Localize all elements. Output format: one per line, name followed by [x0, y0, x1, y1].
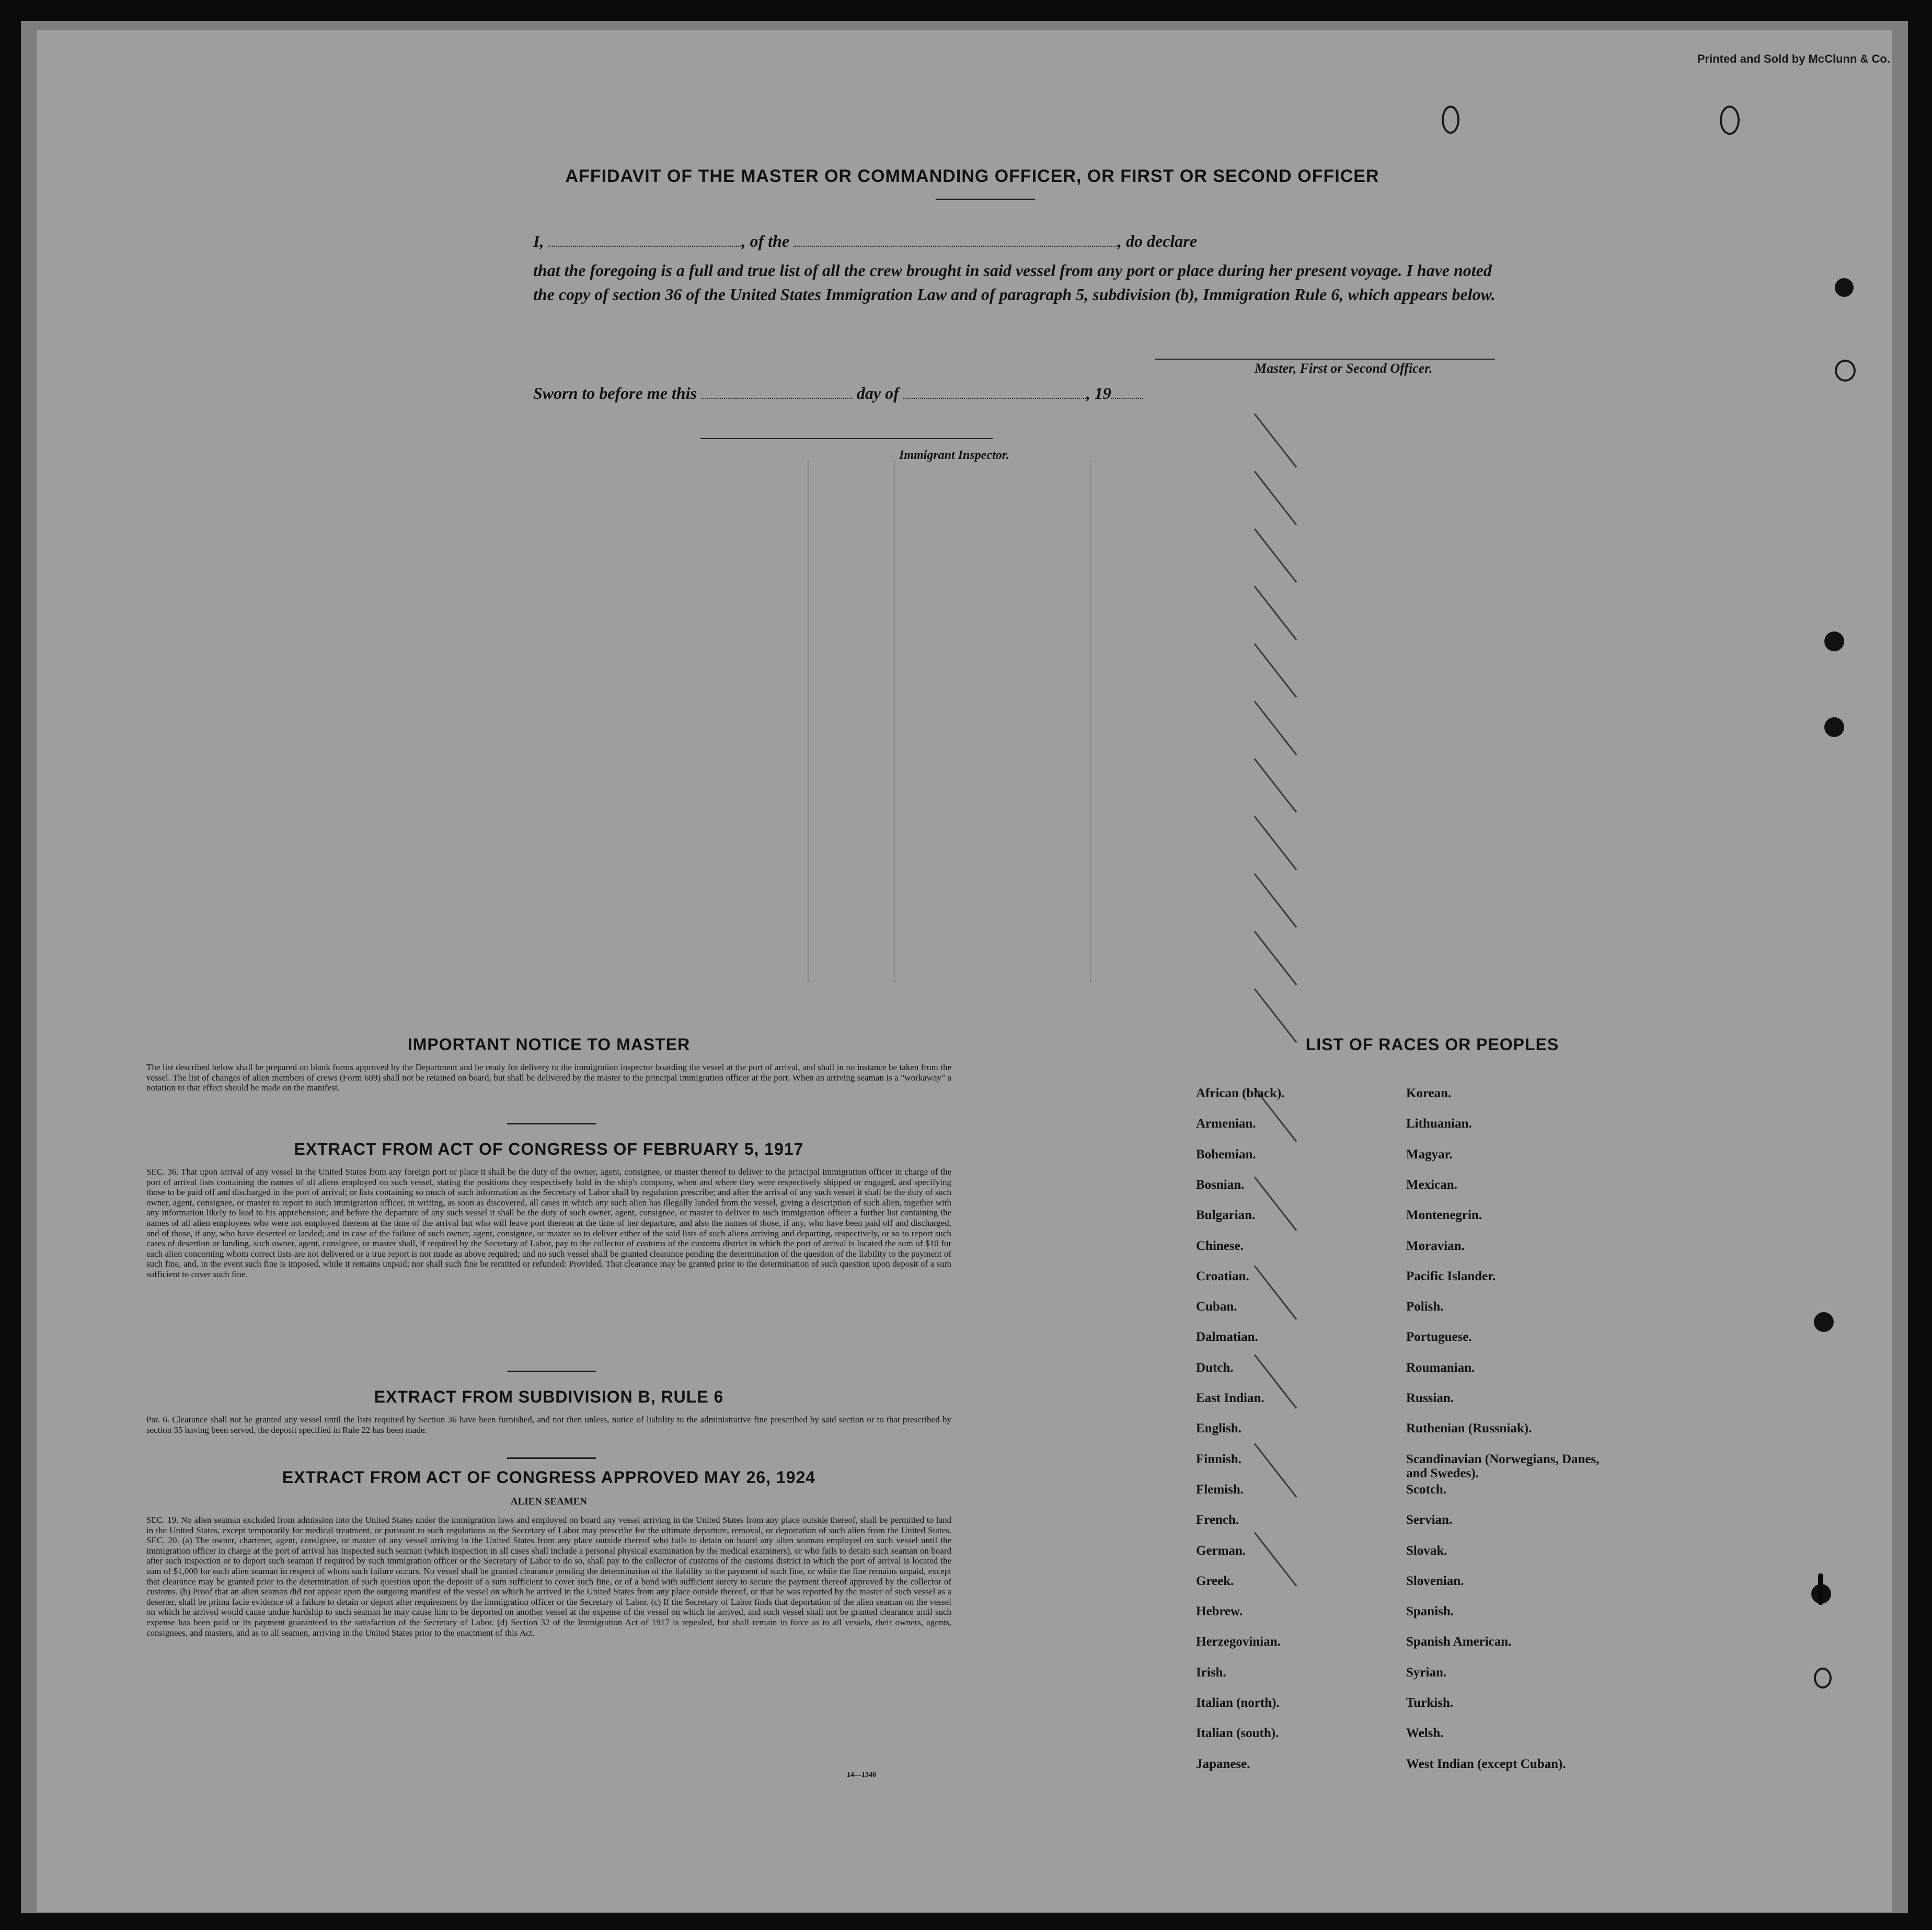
race-item: Croatian.: [1196, 1269, 1249, 1283]
sworn-line: [533, 384, 1143, 403]
bleed-through-line: [1090, 460, 1091, 983]
declaration-do-declare: , do declare: [1118, 232, 1197, 250]
race-item: Welsh.: [1406, 1726, 1444, 1741]
extract-rule6-title: EXTRACT FROM SUBDIVISION B, RULE 6: [374, 1387, 724, 1406]
race-item: Lithuanian.: [1406, 1117, 1472, 1131]
race-item: Polish.: [1406, 1300, 1444, 1314]
race-item: Chinese.: [1196, 1238, 1244, 1253]
race-item: French.: [1196, 1513, 1239, 1527]
race-item: Scotch.: [1406, 1482, 1447, 1497]
ring-hole-icon: [1835, 360, 1856, 382]
race-item: Syrian.: [1406, 1665, 1447, 1680]
race-item: Flemish.: [1196, 1482, 1244, 1497]
printer-mark: Printed and Sold by McClunn & Co.: [1697, 52, 1890, 65]
race-item: Greek.: [1196, 1573, 1234, 1588]
race-item: Roumanian.: [1406, 1360, 1475, 1375]
race-item: Armenian.: [1196, 1117, 1256, 1131]
notice-title: IMPORTANT NOTICE TO MASTER: [407, 1035, 691, 1054]
form-number: 14—1340: [847, 1771, 876, 1779]
affidavit-declaration: [533, 229, 1500, 306]
race-item: Servian.: [1406, 1513, 1453, 1527]
declaration-text: that the foregoing is a full and true list of all the crew brought in said vessel from any port or place during her present voyage. I have noted the copy of section 36 of the United States Immigration Law and of paragraph 5, subdivision (b), Immigration Rule 6, which appears below.: [533, 261, 1496, 304]
declaration-i: I,: [533, 232, 544, 250]
bleed-through-line: [808, 460, 809, 983]
race-item: African (black).: [1196, 1086, 1285, 1100]
section-rule: [507, 1123, 596, 1124]
signature-line: [1155, 359, 1495, 360]
race-item: Bosnian.: [1196, 1177, 1245, 1192]
punch-hole-icon: [1824, 717, 1844, 737]
punch-hole-icon: [1835, 278, 1854, 297]
sworn-text: Sworn to before me this: [533, 384, 697, 403]
race-item: Italian (south).: [1196, 1726, 1279, 1741]
signature-label: Master, First or Second Officer.: [1255, 361, 1433, 376]
section-rule: [507, 1457, 596, 1459]
race-item: Moravian.: [1406, 1238, 1465, 1253]
race-item: Pacific Islander.: [1406, 1269, 1496, 1283]
race-item: Dalmatian.: [1196, 1330, 1258, 1345]
year-prefix: , 19: [1086, 384, 1111, 403]
title-rule: [936, 199, 1035, 200]
race-item: West Indian (except Cuban).: [1406, 1756, 1566, 1771]
ring-hole-icon: [1442, 106, 1459, 134]
vessel-blank: [794, 246, 1118, 247]
race-item: Dutch.: [1196, 1360, 1234, 1375]
race-item: Spanish American.: [1406, 1635, 1512, 1649]
year-blank: [1111, 398, 1143, 399]
race-item: Japanese.: [1196, 1756, 1250, 1771]
race-item: Slovak.: [1406, 1543, 1447, 1558]
race-item: Scandinavian (Norwegians, Danes, and Swedes).: [1406, 1452, 1600, 1480]
extract-1924-text: SEC. 19. No alien seaman excluded from admission into the United States under the immigration laws and employed on board any vessel arriving in the United States from any place outside thereof, shall be permitted to land in the United States, except temporarily for medical treatment, or pursuant to such regulations as the Secretary of Labor may prescribe for the ultimate departure, removal, or deportation of such alien from the United States. SEC. 20. (a) The owner, charterer, agent, consignee, or master of any vessel arriving in the United States from any place outside thereof who fails to detain on board any alien seaman employed on such vessel until the immigration officer in charge at the port of arrival has inspected such seaman (which inspection in all cases shall include a personal physical examination by the medical examiners), or who fails to detain such seaman on board after such inspection or to deport such seaman if required by such immigration officer or the Secretary of Labor to do so, shall pay to the collector of customs of the customs district in which the port of arrival is located the sum of $1,000 for each alien seaman in respect of whom such failure occurs. No vessel shall be granted clearance pending the determination of the liability to the payment of such fine, or while the fine remains unpaid, except that clearance may be granted prior to the determination of such question upon the deposit of a sum sufficient to cover such fine, or of a bond with sufficient surety to secure the payment thereof approved by the collector of customs. (b) Proof that an alien seaman did not appear upon the outgoing manifest of the vessel on which he arrived in the United States from any place outside thereof, or that he was reported by the master of such vessel as a deserter, shall be prima facie evidence of a failure to detain or deport after requirement by the immigration officer or the Secretary of Labor. (c) If the Secretary of Labor finds that deportation of the alien seaman on the vessel on which he arrived would cause undue hardship to such seaman he may cause him to be deported on another vessel at the expense of the vessel on which he arrived, and such vessel shall not be granted clearance until such expense has been paid or its payment guaranteed to the satisfaction of the Secretary of Labor. (d) Section 32 of the Immigration Act of 1917 is repealed, but shall remain in force as to all vessels, their owners, agents, consignees, and masters, and as to all seamen, arriving in the United States prior to the enactment of this Act.: [146, 1515, 951, 1638]
punch-hole-icon: [1814, 1312, 1834, 1332]
inspector-line: [700, 438, 993, 439]
race-item: Slovenian.: [1406, 1573, 1464, 1588]
notice-text: The list described below shall be prepared on blank forms approved by the Department and be ready for delivery to the immigration inspector boarding the vessel at the port of arrival, and shall in no instance be taken from the vessel. The list of changes of alien members of crews (Form 689) shall not be retained on board, but shall be delivered by the master to the principal immigration officer at the port. When an arriving seaman is a "workaway" a notation to that effect should be made on the manifest.: [146, 1062, 951, 1093]
declaration-of-the: , of the: [741, 232, 789, 250]
race-item: Italian (north).: [1196, 1696, 1280, 1710]
month-blank: [903, 398, 1086, 399]
race-item: Turkish.: [1406, 1696, 1454, 1710]
declaration-line: [533, 229, 1500, 253]
race-item: German.: [1196, 1543, 1246, 1558]
bleed-through-line: [894, 460, 895, 983]
races-title: LIST OF RACES OR PEOPLES: [1305, 1035, 1559, 1054]
ring-hole-icon: [1720, 106, 1740, 135]
race-item: Mexican.: [1406, 1177, 1457, 1192]
ring-hole-icon: [1814, 1668, 1832, 1688]
race-item: Irish.: [1196, 1665, 1226, 1680]
extract-rule6-text: Par. 6. Clearance shall not be granted any vessel until the lists required by Section 36 have been furnished, and not then unless, notice of liability to the administrative fine prescribed by said section or to that prescribed by section 35 having been served, the deposit specified in Rule 22 has been made.: [146, 1415, 951, 1435]
punch-hole-icon: [1818, 1573, 1823, 1605]
extract-1917-title: EXTRACT FROM ACT OF CONGRESS OF FEBRUARY 5, 1917: [294, 1140, 804, 1158]
race-item: Korean.: [1406, 1086, 1452, 1100]
race-item: Ruthenian (Russniak).: [1406, 1421, 1532, 1436]
race-item: Cuban.: [1196, 1300, 1237, 1314]
race-item: Bohemian.: [1196, 1147, 1256, 1162]
race-item: Magyar.: [1406, 1147, 1453, 1162]
race-item: English.: [1196, 1421, 1241, 1436]
race-item: Montenegrin.: [1406, 1208, 1482, 1223]
inspector-label: Immigrant Inspector.: [899, 449, 1009, 462]
affidavit-title: AFFIDAVIT OF THE MASTER OR COMMANDING OFFICER, OR FIRST OR SECOND OFFICER: [565, 166, 1379, 186]
race-item: Herzegovinian.: [1196, 1635, 1281, 1649]
race-item: Spanish.: [1406, 1604, 1454, 1619]
day-blank: [701, 398, 853, 399]
name-blank: [548, 246, 741, 247]
section-rule: [507, 1371, 596, 1372]
race-item: East Indian.: [1196, 1391, 1264, 1405]
punch-hole-icon: [1824, 631, 1844, 651]
extract-1924-title: EXTRACT FROM ACT OF CONGRESS APPROVED MAY 26, 1924: [282, 1468, 816, 1487]
alien-seamen-subtitle: ALIEN SEAMEN: [510, 1496, 588, 1507]
race-item: Russian.: [1406, 1391, 1454, 1405]
race-item: Finnish.: [1196, 1452, 1241, 1466]
day-of-text: day of: [856, 384, 899, 403]
race-item: Hebrew.: [1196, 1604, 1243, 1619]
race-item: Bulgarian.: [1196, 1208, 1256, 1223]
extract-1917-text: SEC. 36. That upon arrival of any vessel in the United States from any foreign port or place it shall be the duty of the owner, agent, consignee, or master thereof to deliver to the principal immigration officer in charge of the port of arrival lists containing the names of all aliens employed on such vessel, stating the positions they respectively hold in the ship's company, when and where they were respectively shipped or engaged, and specifying those to be paid off and discharged in the port of arrival; or lists containing so much of such information as the Secretary of Labor shall by regulation prescribe; and after the arrival of any such vessel it shall be the duty of such owner, agent, consignee, or master to report to such immigration officer, in writing, as soon as discovered, all cases in which any such alien has illegally landed from the vessel, giving a description of such alien, together with any information likely to lead to his apprehension; and before the departure of any such vessel it shall be the duty of such owner, agent, consignee, or master to deliver to such immigration officer a further list containing the names of all alien employees who were not employed thereon at the time of the arrival but who will leave port thereon at the time of her departure, and also the names of those, if any, who have been paid off and discharged, and of those, if any, who have deserted or landed; and in case of the failure of such owner, agent, consignee, or master so to deliver either of the said lists of such aliens arriving and departing, respectively, or so to report such cases of desertion or landing, such owner, agent, consignee, or master shall, if required by the Secretary of Labor, pay to the collector of customs of the customs district in which the port of arrival is located the sum of $10 for each alien concerning whom correct lists are not delivered or a true report is not made as above required; and no such vessel shall be granted clearance pending the determination of the question of the liability to the payment of such fine, and, in the event such fine is imposed, while it remains unpaid; nor shall such fine be remitted or refunded: Provided, That clearance may be granted prior to the determination of such question upon deposit of a sum sufficient to cover such fine.: [146, 1167, 951, 1279]
race-item: Portuguese.: [1406, 1330, 1472, 1345]
